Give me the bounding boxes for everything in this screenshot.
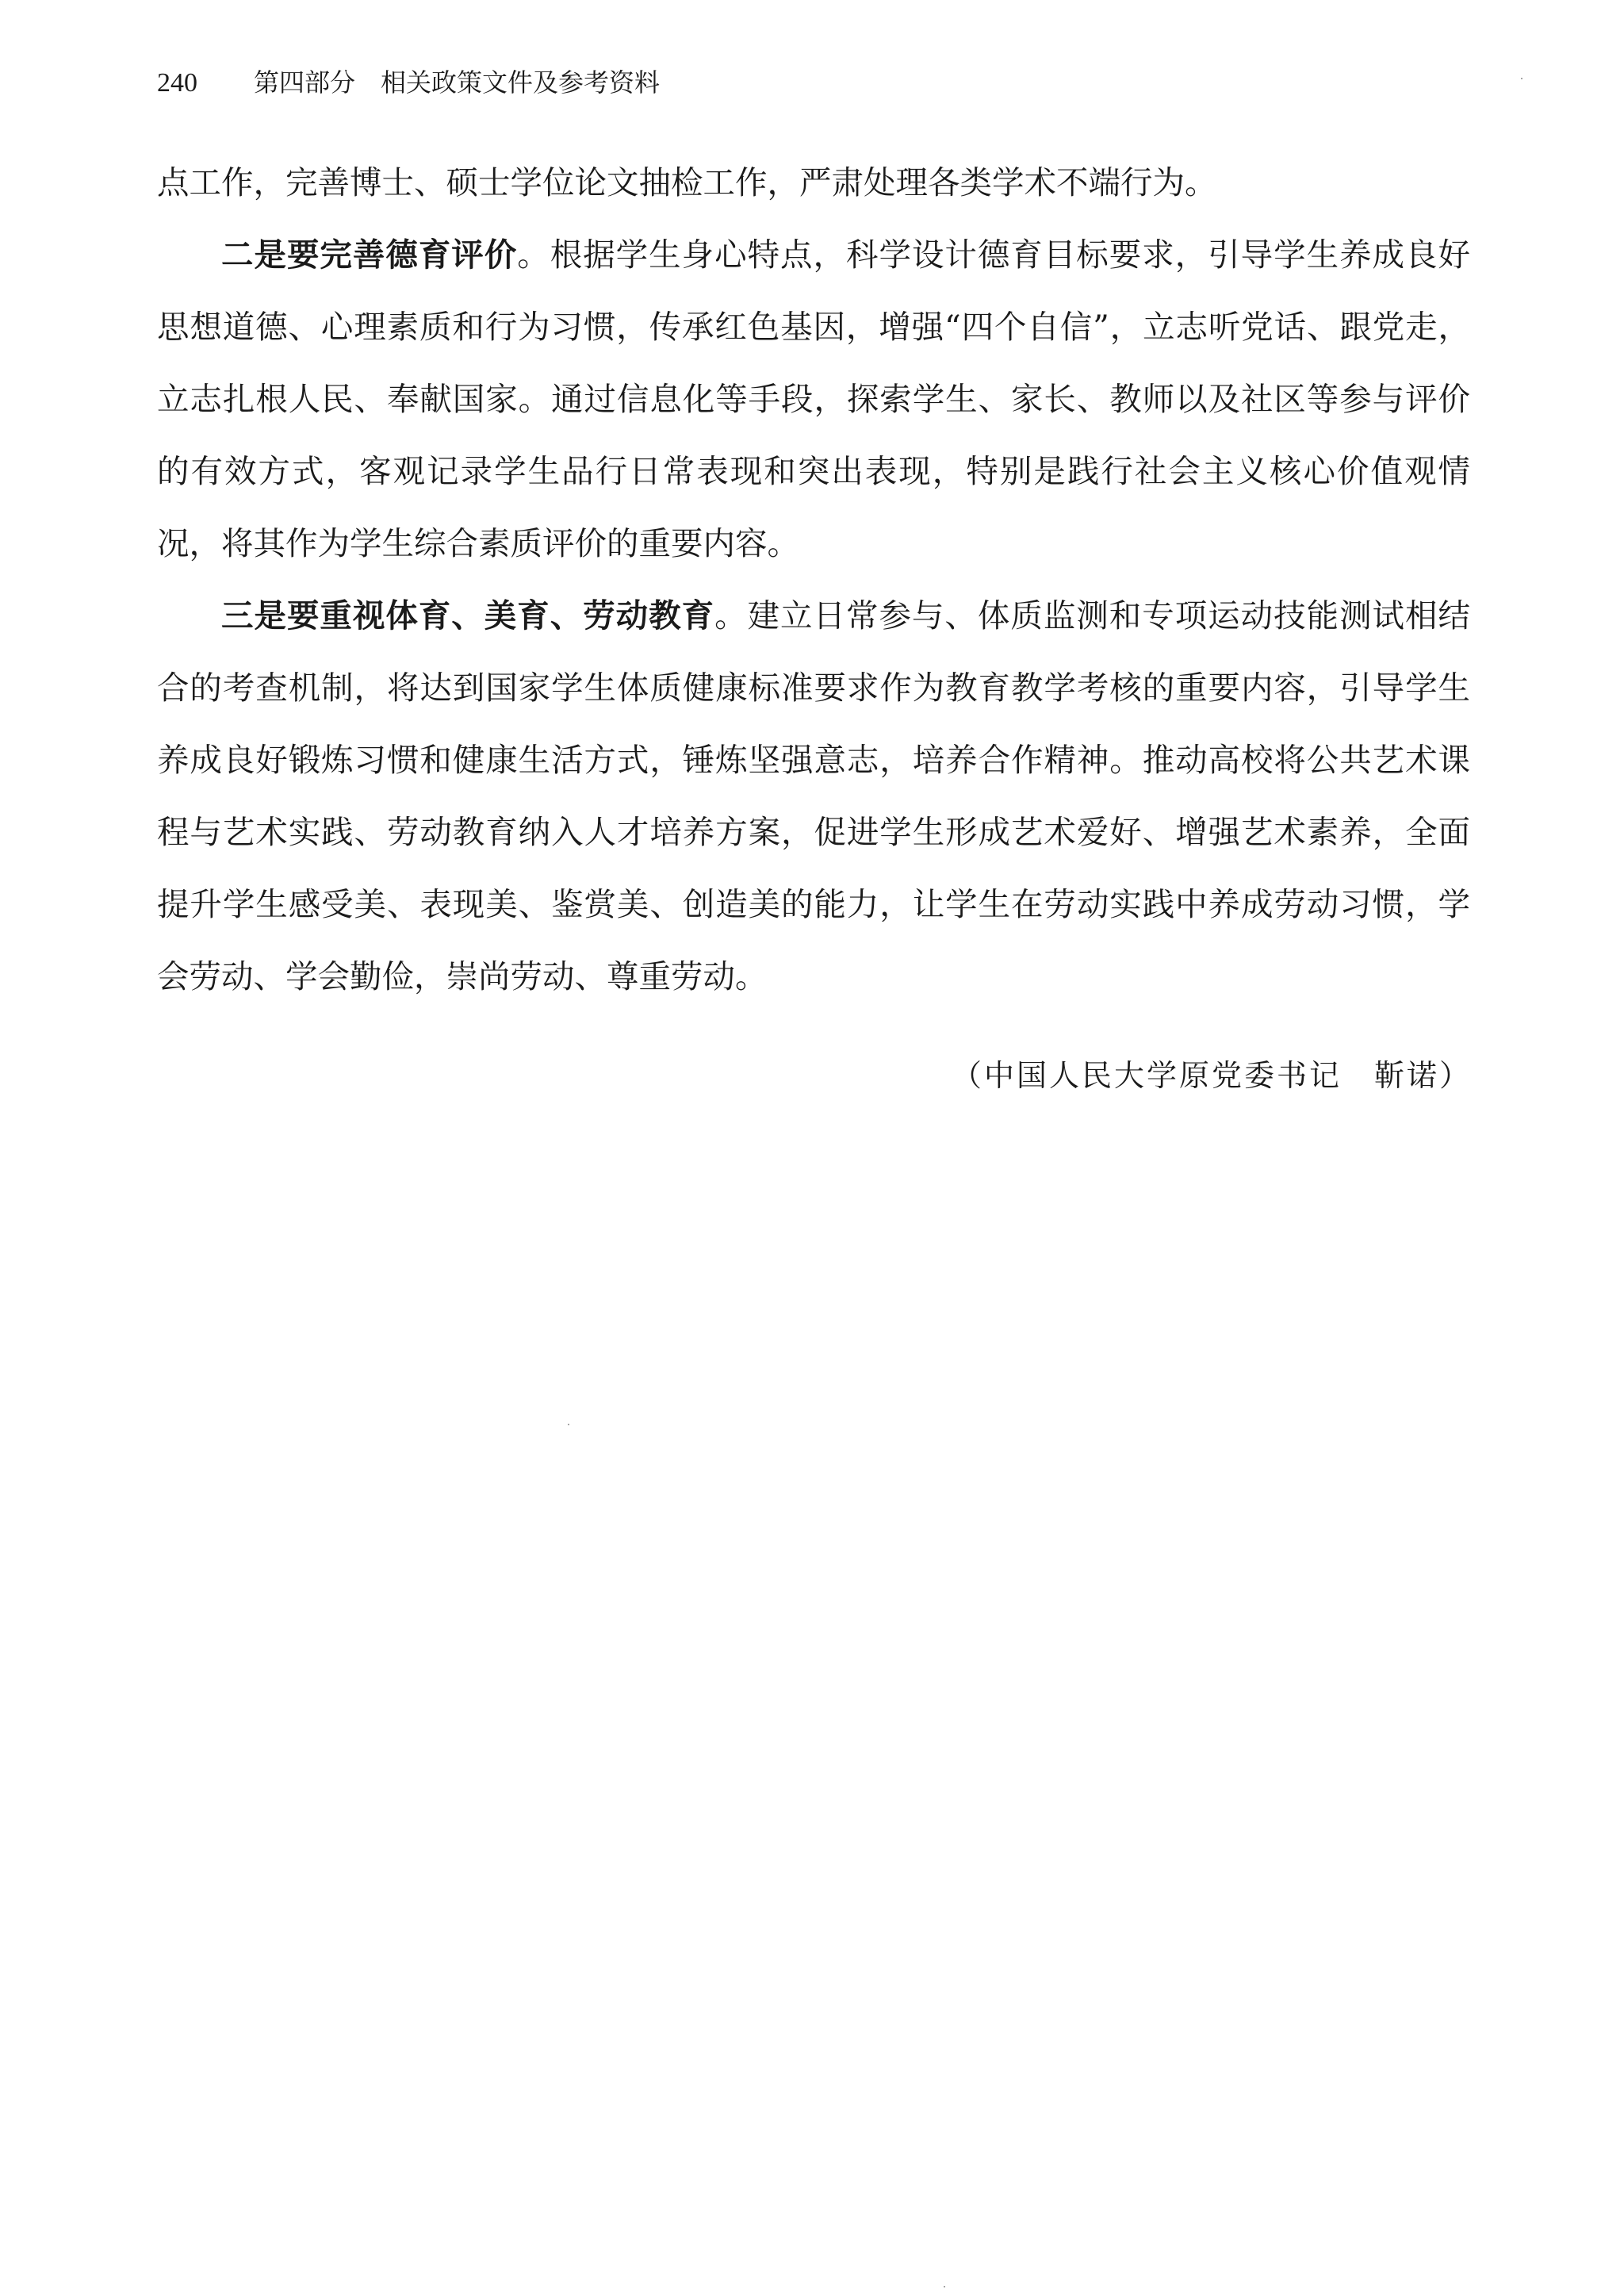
running-header (157, 63, 660, 102)
author-signature: （中国人民大学原党委书记 靳诺） (951, 1058, 1472, 1093)
paragraph-text: 点工作，完善博士、硕士学位论文抽检工作，严肃处理各类学术不端行为。 (157, 163, 1217, 201)
page-number: 240 (157, 68, 197, 98)
section-title: 第四部分 相关政策文件及参考资料 (254, 67, 661, 98)
scan-speck (944, 2286, 945, 2287)
paragraph-lead: 三是要重视体育、美育、劳动教育 (221, 596, 715, 635)
paragraph-text: 。建立日常参与、体质监测和专项运动技能测试相结合的考查机制，将达到国家学生体质健康标准要求作为教育教学考核的重要内容，引导学生养成良好锻炼习惯和健康生活方式，锤炼坚强意志，培养合作精神。推动高校将公共艺术课程与艺术实践、劳动教育纳入人才培养方案，促进学生形成艺术爱好、增强艺术素养，全面提升学生感受美、表现美、鉴赏美、创造美的能力，让学生在劳动实践中养成劳动习惯，学会劳动、学会勤俭，崇尚劳动、尊重劳动。 (157, 596, 1470, 995)
paragraph-moral-education (157, 219, 1470, 580)
scan-speck (568, 1424, 569, 1425)
paragraph-sports-arts-labor (157, 580, 1470, 1013)
paragraph-text: 。根据学生身心特点，科学设计德育目标要求，引导学生养成良好思想道德、心理素质和行为习惯，传承红色基因，增强“四个自信”，立志听党话、跟党走，立志扎根人民、奉献国家。通过信息化等手段，探索学生、家长、教师以及社区等参与评价的有效方式，客观记录学生品行日常表现和突出表现，特别是践行社会主义核心价值观情况，将其作为学生综合素质评价的重要内容。 (157, 236, 1471, 562)
body-text (157, 147, 1470, 1013)
paragraph-continuation (157, 147, 1470, 219)
scan-speck (1521, 78, 1522, 79)
paragraph-lead: 二是要完善德育评价 (221, 236, 518, 274)
